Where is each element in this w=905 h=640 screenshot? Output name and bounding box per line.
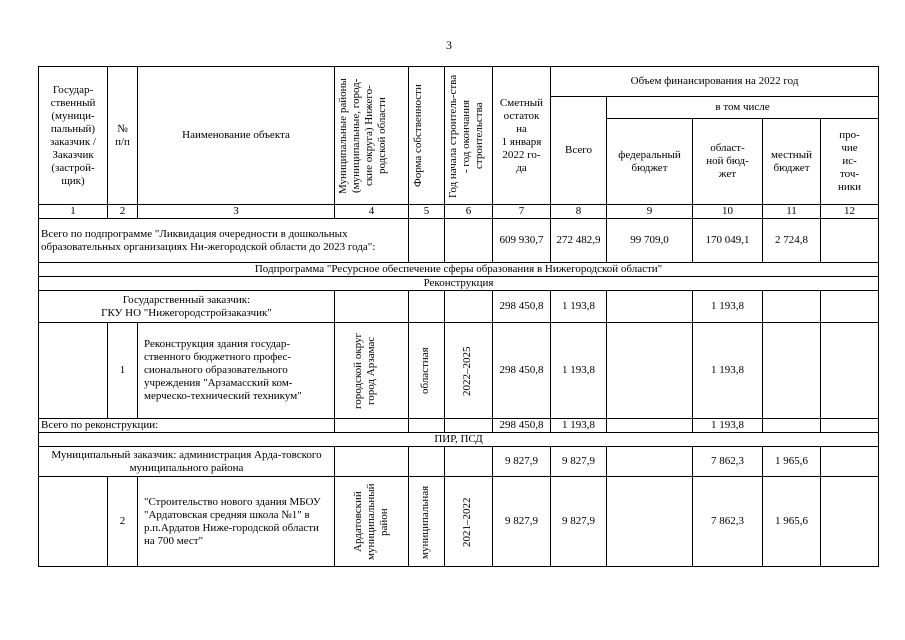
header-number: № п/п bbox=[108, 67, 138, 205]
total-subprogram-federal: 99 709,0 bbox=[607, 219, 693, 263]
object1-number: 1 bbox=[108, 323, 138, 419]
section-reconstruction: Реконструкция bbox=[39, 277, 879, 291]
header-district-cell bbox=[335, 67, 409, 205]
header-regional: област- ной бюд- жет bbox=[693, 119, 763, 205]
table-row bbox=[39, 219, 879, 263]
total-reconstruction-balance: 298 450,8 bbox=[493, 419, 551, 433]
col-number: 7 bbox=[493, 205, 551, 219]
object2-balance: 9 827,9 bbox=[493, 477, 551, 567]
object1-name: Реконструкция здания государ-ственного бюджетного профес-сионального образовательного учреждения "Арзамасский ком-мерческо-технический техникум" bbox=[138, 323, 335, 419]
col-number: 6 bbox=[445, 205, 493, 219]
object1-total: 1 193,8 bbox=[551, 323, 607, 419]
header-including: в том числе bbox=[607, 97, 879, 119]
col-number: 12 bbox=[821, 205, 879, 219]
header-district: Муниципальные районы (муниципальные, город-ские округа) Нижего-родской области bbox=[337, 77, 388, 194]
total-subprogram-total: 272 482,9 bbox=[551, 219, 607, 263]
col-number: 3 bbox=[138, 205, 335, 219]
total-subprogram-balance: 609 930,7 bbox=[493, 219, 551, 263]
col-number: 10 bbox=[693, 205, 763, 219]
object2-local: 1 965,6 bbox=[763, 477, 821, 567]
total-subprogram-label: Всего по подпрограмме "Ликвидация очередности в дошкольных образовательных организациях Ни-жегородской области до 2023 года": bbox=[39, 219, 409, 263]
col-number: 8 bbox=[551, 205, 607, 219]
header-local: местный бюджет bbox=[763, 119, 821, 205]
section-pir-psd: ПИР, ПСД bbox=[39, 433, 879, 447]
page-number: 3 bbox=[446, 38, 452, 52]
object1-balance: 298 450,8 bbox=[493, 323, 551, 419]
subprogram-title: Подпрограмма "Ресурсное обеспечение сферы образования в Нижегородской области" bbox=[39, 263, 879, 277]
object1-regional: 1 193,8 bbox=[693, 323, 763, 419]
total-reconstruction-total: 1 193,8 bbox=[551, 419, 607, 433]
header-customer: Государ- ственный (муници- пальный) заказчик / Заказчик (застрой- щик) bbox=[39, 67, 108, 205]
object2-name: "Строительство нового здания МБОУ "Ардатовская средняя школа №1" в р.п.Ардатов Ниже-городской области на 700 мест" bbox=[138, 477, 335, 567]
customer1-total: 1 193,8 bbox=[551, 291, 607, 323]
header-ownership: Форма собственности bbox=[411, 84, 424, 187]
object2-years: 2021–2022 bbox=[460, 496, 473, 547]
customer2-local: 1 965,6 bbox=[763, 447, 821, 477]
object1-years: 2022–2025 bbox=[460, 345, 473, 396]
header-object-name: Наименование объекта bbox=[138, 67, 335, 205]
construction-table bbox=[38, 66, 879, 567]
header-ownership-cell bbox=[409, 67, 445, 205]
object1-ownership: областная bbox=[418, 347, 431, 394]
customer1-label: Государственный заказчик: ГКУ НО "Нижегородстройзаказчик" bbox=[39, 291, 335, 323]
customer2-total: 9 827,9 bbox=[551, 447, 607, 477]
header-years: Год начала строитель-ства - год окончания строительства bbox=[447, 73, 485, 198]
col-number: 9 bbox=[607, 205, 693, 219]
table-row bbox=[39, 291, 879, 323]
table-row bbox=[39, 477, 879, 567]
object1-years-cell bbox=[445, 323, 493, 419]
object2-district-cell bbox=[335, 477, 409, 567]
col-number: 2 bbox=[108, 205, 138, 219]
total-subprogram-local: 2 724,8 bbox=[763, 219, 821, 263]
object2-district: Ардатовский муниципальный район bbox=[351, 483, 390, 560]
header-federal: федеральный бюджет bbox=[607, 119, 693, 205]
object2-years-cell bbox=[445, 477, 493, 567]
col-number: 11 bbox=[763, 205, 821, 219]
total-reconstruction-label: Всего по реконструкции: bbox=[39, 419, 335, 433]
customer1-regional: 1 193,8 bbox=[693, 291, 763, 323]
header-other: про- чие ис- точ- ники bbox=[821, 119, 879, 205]
col-number: 4 bbox=[335, 205, 409, 219]
object2-ownership-cell bbox=[409, 477, 445, 567]
object1-district-cell bbox=[335, 323, 409, 419]
col-number: 1 bbox=[39, 205, 108, 219]
customer2-regional: 7 862,3 bbox=[693, 447, 763, 477]
table-row bbox=[39, 419, 879, 433]
customer2-label: Муниципальный заказчик: администрация Арда-товского муниципального района bbox=[39, 447, 335, 477]
header-balance: Сметный остаток на 1 января 2022 го- да bbox=[493, 67, 551, 205]
object2-number: 2 bbox=[108, 477, 138, 567]
object2-total: 9 827,9 bbox=[551, 477, 607, 567]
table-row bbox=[39, 447, 879, 477]
table-row bbox=[39, 323, 879, 419]
total-subprogram-regional: 170 049,1 bbox=[693, 219, 763, 263]
object1-district: городской округ город Арзамас bbox=[351, 332, 377, 409]
object2-regional: 7 862,3 bbox=[693, 477, 763, 567]
customer1-balance: 298 450,8 bbox=[493, 291, 551, 323]
header-total: Всего bbox=[551, 97, 607, 205]
header-funding: Объем финансирования на 2022 год bbox=[551, 67, 879, 97]
customer2-balance: 9 827,9 bbox=[493, 447, 551, 477]
total-reconstruction-regional: 1 193,8 bbox=[693, 419, 763, 433]
object2-ownership: муниципальная bbox=[418, 484, 431, 559]
object1-ownership-cell bbox=[409, 323, 445, 419]
header-years-cell bbox=[445, 67, 493, 205]
col-number: 5 bbox=[409, 205, 445, 219]
